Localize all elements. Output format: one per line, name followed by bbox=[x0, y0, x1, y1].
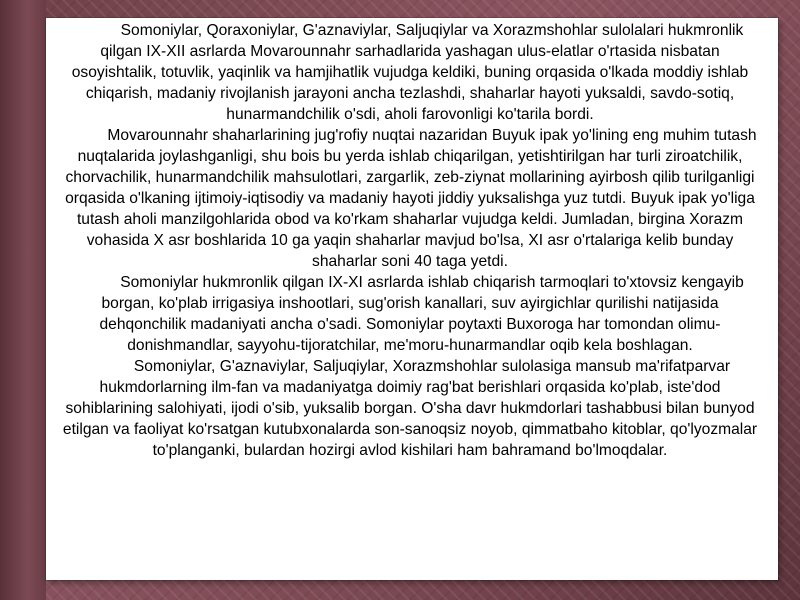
paragraph-2-text: Movarounnahr shaharlarining jug'rofiy nuqtai nazaridan Buyuk ipak yo'lining eng muhim tutash nuqtalarida joylashganligi, shu bois bu yerda ishlab chiqarilgan, yetishtirilgan har turli ziroatchilik, chorvachilik, hunarmandchilik mahsulotlari, zargarlik, zeb-ziynat mollarining ayirbosh qilib turilganligi orqasida o'lkaning ijtimoiy-iqtisodiy va madaniy hayoti jiddiy yuksalishga yuz tutdi. Buyuk ipak yo'liga tutash aholi manzilgohlarida obod va ko'rkam shaharlar vujudga keldi. Jumladan, birgina Xorazm vohasida X asr boshlarida 10 ga yaqin shaharlar mavjud bo'lsa, XI asr o'rtalariga kelib bunday shaharlar soni 40 taga yetdi. bbox=[65, 127, 757, 270]
paragraph-1-text: Somoniylar, Qoraxoniylar, G'aznaviylar, Saljuqiylar va Xorazmshohlar sulolalari hukmronlik qilgan IX-XII asrlarda Movarounnahr sarhadlarida yashagan ulus-elatlar o'rtasida nisbatan osoyishtalik, totuvlik, yaqinlik va hamjihatlik vujudga keldiki, buning orqasida o'lkada moddiy ishlab chiqarish, madaniy rivojlanish jarayoni ancha tezlashdi, shaharlar hayoti yuksaldi, savdo-sotiq, hunarmandchilik o'sdi, aholi farovonligi ko'tarila bordi. bbox=[71, 22, 749, 123]
paragraph-4 bbox=[60, 356, 760, 461]
paragraph-2 bbox=[60, 125, 760, 272]
paragraph-4-text: Somoniylar, G'aznaviylar, Saljuqiylar, Xorazmshohlar sulolasiga mansub ma'rifatparvar hukmdorlarning ilm-fan va madaniyatga doimiy rag'bat berishlari orqasida ko'plab, iste'dod sohiblarining salohiyati, ijodi o'sib, yuksalib borgan. O'sha davr hukmdorlari tashabbusi bilan bunyod etilgan va faoliyat ko'rsatgan kutubxonalarda son-sanoqsiz noyob, qimmatbaho kitoblar, qo'lyozmalar to'planganki, bulardan hozirgi avlod kishilari ham bahramand bo'lmoqdalar. bbox=[62, 358, 758, 459]
body-text bbox=[60, 20, 760, 461]
decorative-left-band bbox=[0, 0, 46, 600]
paragraph-3 bbox=[60, 272, 760, 356]
paragraph-1 bbox=[60, 20, 760, 125]
paragraph-3-text: Somoniylar hukmronlik qilgan IX-XI asrlarda ishlab chiqarish tarmoqlari to'xtovsiz kengayib borgan, ko'plab irrigasiya inshootlari, sug'orish kanallari, suv ayirgichlar qurilishi natijasida dehqonchilik madaniyati ancha o'sadi. Somoniylar poytaxti Buxoroga har tomondan olimu-donishmandlar, sayyohu-tijoratchilar, me'moru-hunarmandlar oqib kela boshlagan. bbox=[99, 274, 744, 354]
